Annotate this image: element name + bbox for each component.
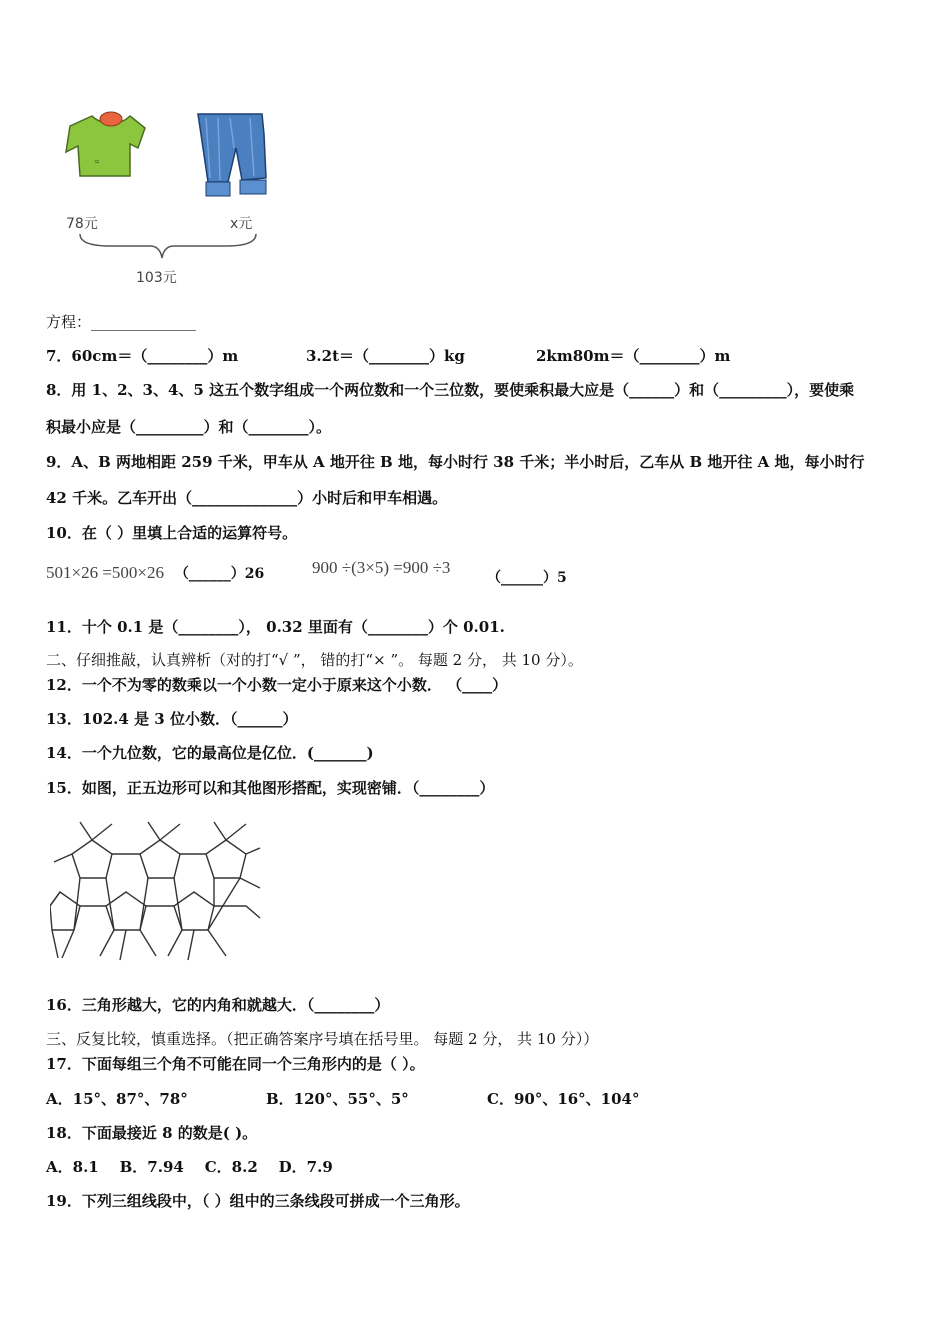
q10-row-2 [312,558,450,578]
q9-line1: 9．A、B 两地相距 259 千米，甲车从 A 地开往 B 地，每小时行 38 千米；半小时后，乙车从 B 地开往 A 地，每小时行 [46,453,865,471]
brace-line [80,234,256,258]
equation-line: 方程：______________ [46,313,197,331]
q7-part-c: 2km80m＝（________）m [536,347,731,365]
section-3-heading: 三、反复比较，慎重选择。（把正确答案序号填在括号里。 每题 2 分， 共 10 分）） [46,1030,599,1048]
q8-line2: 积最小应是（_________）和（________）。 [46,418,332,436]
pentagon-shape [140,840,180,878]
q15: 15．如图，正五边形可以和其他图形搭配，实现密铺．（________） [46,779,495,797]
q9-line2: 42 千米。乙车开出（______________）小时后和甲车相遇。 [46,489,448,507]
section-2-heading: 二、仔细推敲，认真辨析（对的打“√ ”， 错的打“× ”。 每题 2 分， 共 10 分）。 [46,651,583,669]
clothes-price-figure [50,108,280,298]
q17-stem: 17．下面每组三个角不可能在同一个三角形内的是（ ）。 [46,1055,425,1073]
q8-line1: 8．用 1、2、3、4、5 这五个数字组成一个两位数和一个三位数，要使乘积最大应是（______）和（_________），要使乘 [46,381,855,399]
q14: 14．一个九位数，它的最高位是亿位．(_______) [46,744,374,762]
pentagon-shape [106,892,146,930]
pentagon-shape [72,840,112,878]
q10-expression-2: 900 ÷(3×5) =900 ÷3 [312,558,451,577]
shirt-mark: = [94,158,100,166]
q7-part-b: 3.2t＝（________）kg [306,347,465,365]
lower-star-lines [52,930,226,960]
q13: 13．102.4 是 3 位小数．（______） [46,710,298,728]
q18-options: A．8.1 B．7.94 C．8.2 D．7.9 [46,1158,333,1176]
q10-row [46,563,264,584]
q16: 16．三角形越大，它的内角和就越大．（________） [46,996,390,1014]
pants-price-label: x元 [230,216,253,232]
q12: 12．一个不为零的数乘以一个小数一定小于原来这个小数． （____） [46,676,508,694]
q7-part-a: 7．60cm＝（________）m [46,347,239,365]
star-connector-lines [74,854,240,930]
q17-option-c: C．90°、16°、104° [487,1090,640,1108]
q17-option-a: A．15°、87°、78° [46,1090,188,1108]
q10-expression-1: 501×26 =500×26 [46,563,165,582]
shirt-price-label: 78元 [66,216,98,232]
q10-blank-1: （______）26 [174,566,265,582]
q10-blank-2: （______）5 [487,570,567,586]
total-price-label: 103元 [136,270,177,286]
side-star-lines [50,854,260,918]
pentagon-tiling-figure [50,818,262,966]
q11: 11．十个 0.1 是（________）， 0.32 里面有（________）个 0.01. [46,618,505,636]
pentagon-tiling-svg [50,818,262,966]
q17-option-b: B．120°、55°、5° [266,1090,409,1108]
pentagon-shape [206,840,246,878]
shirt-picture [66,112,145,176]
q10-stem: 10．在（ ）里填上合适的运算符号。 [46,524,298,542]
clothes-illustration [50,108,280,298]
q18-stem: 18．下面最接近 8 的数是( )。 [46,1124,258,1142]
pentagon-shape [174,892,214,930]
q19: 19．下列三组线段中，（ ）组中的三条线段可拼成一个三角形。 [46,1192,470,1210]
pants-picture [198,114,266,196]
